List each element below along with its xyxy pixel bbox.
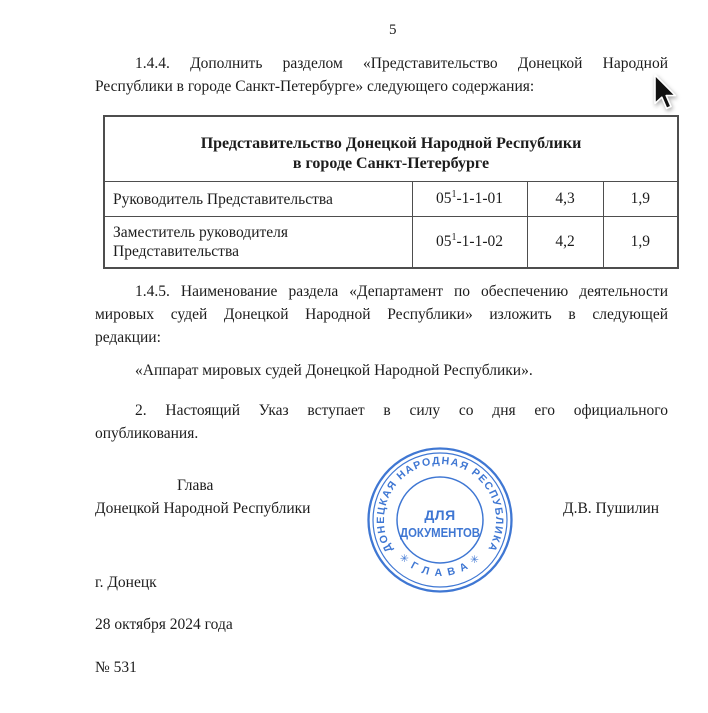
official-stamp [364,444,516,596]
stamp-ring-text: ДОНЕЦКАЯ НАРОДНАЯ РЕСПУБЛИКА [374,454,506,555]
cell-code [412,182,527,217]
signature-title: Глава [177,477,214,494]
cell-position: Руководитель Представительства [104,182,412,217]
cell-value-2: 1,9 [603,217,678,268]
code-superscript: 1 [451,231,457,243]
signature-title-line2: Донецкой Народной Республики [95,500,311,517]
table-row [104,217,678,268]
staff-salary-table [103,115,679,269]
cell-code [412,217,527,268]
paragraph-2 [95,399,668,445]
quote-line: «Аппарат мировых судей Донецкой Народной Республики». [135,362,533,379]
document-number: № 531 [95,659,137,676]
paragraph-1-4-4 [95,52,668,98]
table-title-line: в городе Санкт-Петербурге [292,154,490,172]
footer-date: 28 октября 2024 года [95,616,233,633]
paragraph-line: 2. Настоящий Указ вступает в силу со дня его официального [135,402,668,419]
cell-value-1: 4,2 [527,217,603,268]
paragraph-line: мировых судей Донецкой Народной Республики» изложить в следующей [95,306,668,323]
paragraph-line: опубликования. [95,425,199,442]
paragraph-line: редакции: [95,329,161,346]
paragraph-line: Республики в городе Санкт-Петербурге» следующего содержания: [95,78,535,95]
footer-city: г. Донецк [95,574,157,591]
stamp-bottom-text: ✳ Г Л А В А ✳ [396,551,484,580]
page-number: 5 [389,22,397,38]
mouse-cursor-icon [654,74,678,117]
table-row [104,182,678,217]
paragraph-1-4-5 [95,280,668,349]
cell-value-2: 1,9 [603,182,678,217]
cell-position: Заместитель руководителя Представительства [104,217,412,268]
code-rest: -1-1-01 [456,190,503,207]
code-superscript: 1 [451,188,457,200]
code-base: 05 [436,232,452,250]
table-title-line: Представительство Донецкой Народной Республики [200,134,582,152]
stamp-center-line1: ДЛЯ [424,507,456,523]
code-base: 05 [436,190,452,207]
table-header-row [104,116,678,182]
paragraph-line: 1.4.5. Наименование раздела «Департамент по обеспечению деятельности [135,283,668,300]
cell-value-1: 4,3 [527,182,603,217]
table-header-cell [104,116,678,182]
signature-name: Д.В. Пушилин [563,500,660,517]
stamp-center-line2: ДОКУМЕНТОВ [400,525,480,540]
code-rest: -1-1-02 [456,232,503,250]
svg-text:✳ Г Л А В А ✳ [396,551,483,579]
paragraph-line: 1.4.4. Дополнить разделом «Представительство Донецкой Народной [135,55,668,72]
stamp-graphic [364,444,516,596]
